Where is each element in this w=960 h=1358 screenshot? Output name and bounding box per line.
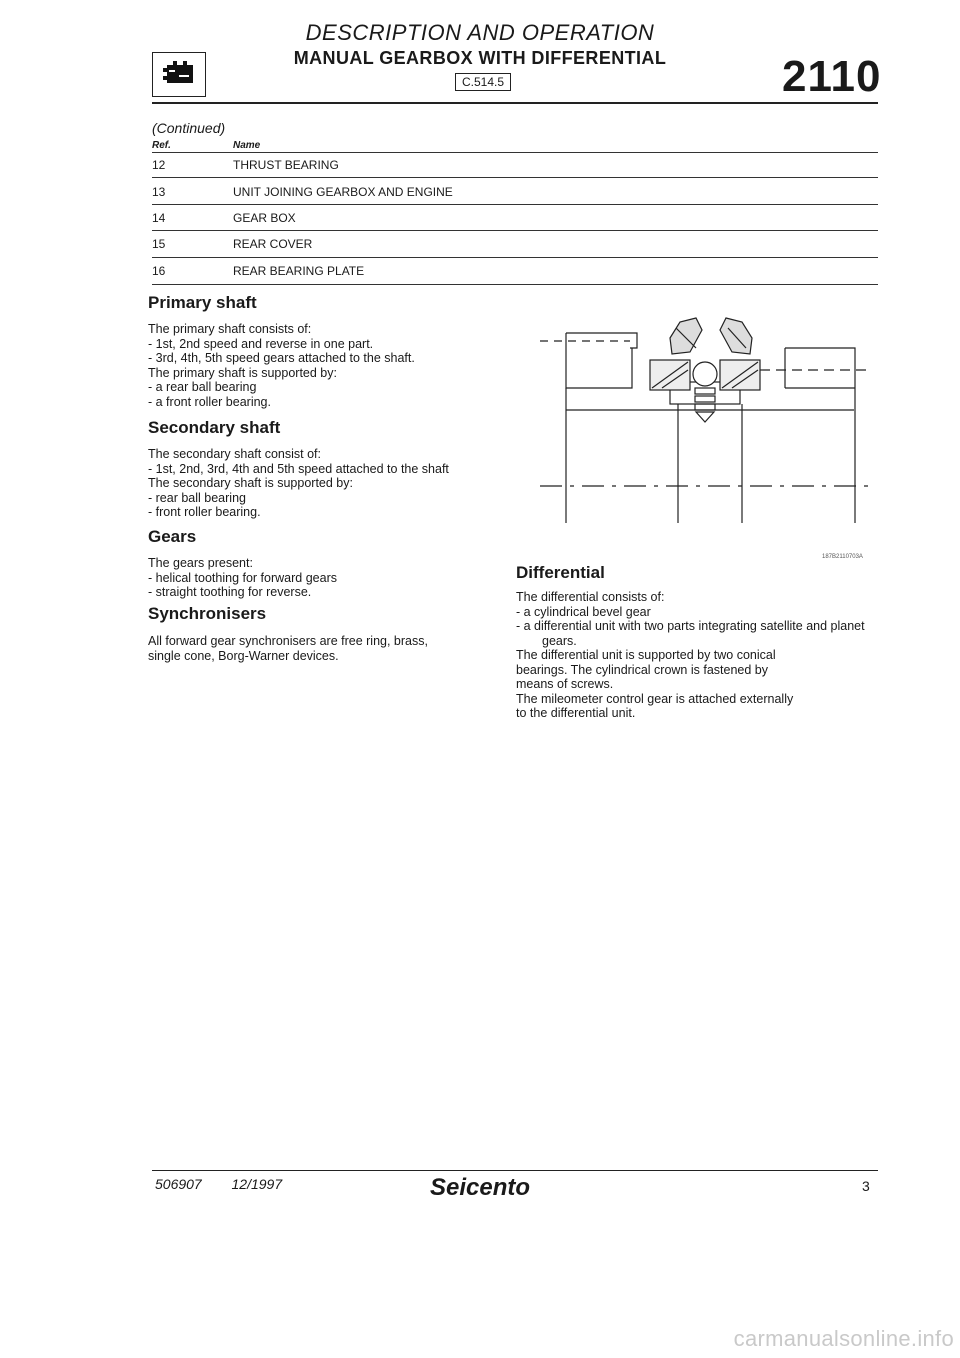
table-divider: [152, 230, 878, 231]
differential-heading: Differential: [516, 563, 605, 582]
primary-shaft-heading: Primary shaft: [148, 293, 257, 312]
doc-date: 12/1997: [231, 1176, 283, 1192]
table-cell-ref: 14: [152, 211, 166, 225]
differential-text: [516, 590, 878, 721]
section-number: 2110: [782, 52, 882, 101]
table-header-ref: Ref.: [152, 140, 171, 151]
header-divider: [152, 102, 878, 104]
table-cell-name: REAR COVER: [233, 237, 313, 251]
synchronisers-text: [148, 634, 508, 663]
text-line: to the differential unit.: [516, 706, 636, 720]
text-line: - a differential unit with two parts integrating satellite and planet gears.: [516, 619, 865, 648]
table-cell-ref: 16: [152, 264, 166, 278]
text-line: - a rear ball bearing: [148, 380, 257, 394]
table-cell-ref: 12: [152, 158, 166, 172]
text-line: The primary shaft consists of:: [148, 322, 312, 336]
table-cell-name: UNIT JOINING GEARBOX AND ENGINE: [233, 185, 453, 199]
doc-number: 506907: [155, 1176, 202, 1192]
text-line: - 3rd, 4th, 5th speed gears attached to the shaft.: [148, 351, 415, 365]
text-line: single cone, Borg-Warner devices.: [148, 648, 339, 663]
table-divider: [152, 152, 878, 153]
watermark: carmanualsonline.info: [733, 1326, 954, 1351]
text-line: - 1st, 2nd, 3rd, 4th and 5th speed attached to the shaft: [148, 461, 449, 476]
table-divider: [152, 257, 878, 258]
continued-label: (Continued): [152, 120, 226, 136]
table-cell-name: GEAR BOX: [233, 211, 296, 225]
table-divider: [152, 204, 878, 205]
text-line: The differential consists of:: [516, 590, 665, 604]
gears-text: [148, 556, 508, 600]
text-line: - rear ball bearing: [148, 490, 246, 505]
text-line: The primary shaft is supported by:: [148, 365, 337, 380]
table-divider: [152, 177, 878, 178]
table-header-name: Name: [233, 140, 261, 151]
text-line: - helical toothing for forward gears: [148, 570, 337, 585]
table-cell-ref: 13: [152, 185, 166, 199]
page-number: 3: [862, 1178, 870, 1194]
synchronisers-heading: Synchronisers: [148, 604, 267, 623]
brand-logo: Seicento: [429, 1174, 531, 1201]
secondary-shaft-heading: Secondary shaft: [148, 418, 281, 437]
page-title: DESCRIPTION AND OPERATION: [305, 20, 655, 45]
figure-code: 187B2110703A: [822, 554, 863, 560]
primary-shaft-text: [148, 322, 508, 409]
text-line: The secondary shaft is supported by:: [148, 476, 353, 490]
secondary-shaft-text: [148, 447, 508, 520]
table-cell-name: REAR BEARING PLATE: [233, 264, 365, 278]
text-line: The differential unit is supported by two conical: [516, 648, 776, 662]
table-divider: [152, 284, 878, 285]
synchroniser-section-diagram: [530, 308, 880, 528]
text-line: The secondary shaft consist of:: [148, 447, 322, 461]
model-code-box: C.514.5: [455, 73, 511, 91]
page-subtitle: MANUAL GEARBOX WITH DIFFERENTIAL: [293, 48, 667, 68]
text-line: The gears present:: [148, 556, 253, 570]
text-line: All forward gear synchronisers are free ring, brass,: [148, 634, 428, 648]
table-cell-ref: 15: [152, 237, 166, 251]
text-line: - a front roller bearing.: [148, 394, 271, 409]
text-line: The mileometer control gear is attached externally: [516, 691, 794, 706]
text-line: - a cylindrical bevel gear: [516, 604, 651, 619]
table-cell-name: THRUST BEARING: [233, 158, 339, 172]
gears-heading: Gears: [148, 527, 197, 546]
footer-divider: [152, 1170, 878, 1171]
text-line: - straight toothing for reverse.: [148, 585, 312, 599]
text-line: bearings. The cylindrical crown is fastened by: [516, 662, 768, 677]
text-line: - 1st, 2nd speed and reverse in one part.: [148, 336, 374, 351]
text-line: - front roller bearing.: [148, 505, 261, 519]
text-line: means of screws.: [516, 677, 614, 691]
